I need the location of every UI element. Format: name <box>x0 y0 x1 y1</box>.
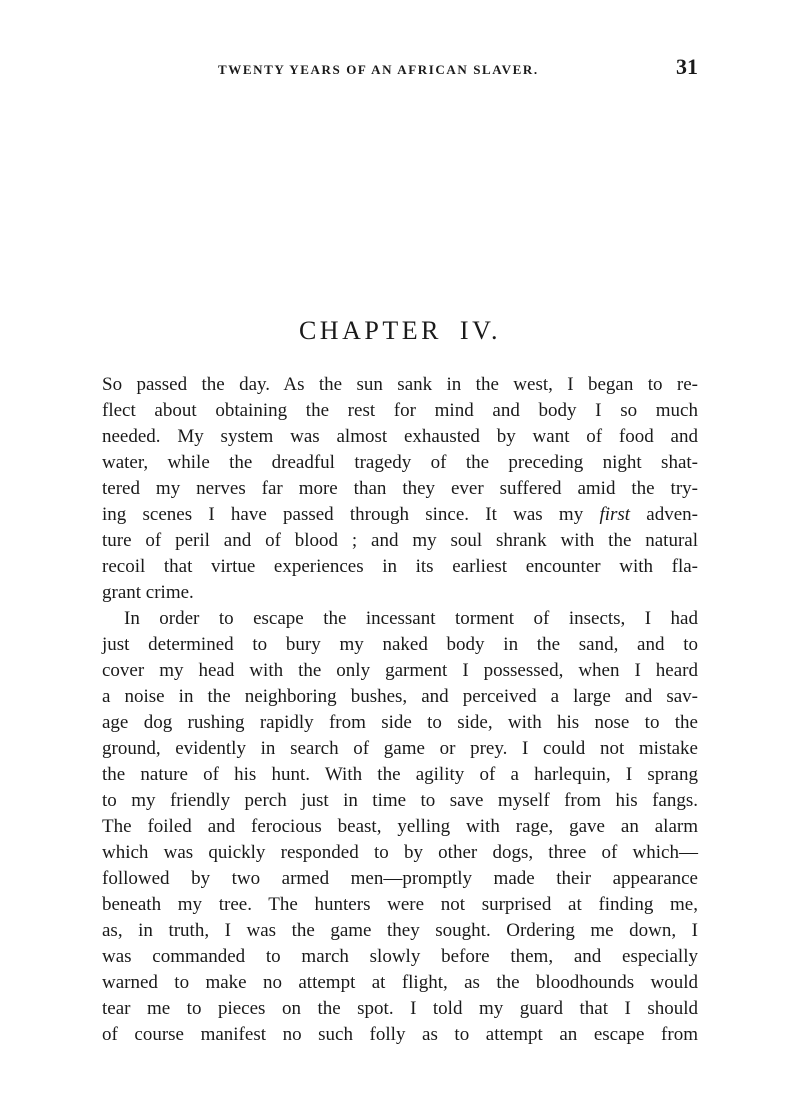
text-line: recoil that virtue experiences in its earliest encounter with fla- <box>102 556 698 577</box>
text-line: needed. My system was almost exhausted by want of food and <box>102 426 698 447</box>
text-line: tear me to pieces on the spot. I told my guard that I should <box>102 998 698 1019</box>
text-line: water, while the dreadful tragedy of the preceding night shat- <box>102 452 698 473</box>
text-line: to my friendly perch just in time to save myself from his fangs. <box>102 790 698 811</box>
text-line: was commanded to march slowly before them, and especially <box>102 946 698 967</box>
body-text <box>102 372 698 1048</box>
text-line: the nature of his hunt. With the agility of a harlequin, I sprang <box>102 764 698 785</box>
page-number: 31 <box>676 54 698 79</box>
text-line: ground, evidently in search of game or prey. I could not mistake <box>102 738 698 759</box>
text-line: beneath my tree. The hunters were not surprised at finding me, <box>102 894 698 915</box>
text-line: followed by two armed men—promptly made their appearance <box>102 868 698 889</box>
text-line <box>102 502 698 528</box>
chapter-heading: CHAPTER IV. <box>298 316 502 345</box>
text-segment: ing scenes I have passed through since. It was my <box>102 504 600 525</box>
text-line: warned to make no attempt at flight, as the bloodhounds would <box>102 972 698 993</box>
running-head <box>100 56 700 80</box>
text-line: just determined to bury my naked body in the sand, and to <box>102 634 698 655</box>
text-line: flect about obtaining the rest for mind and body I so much <box>102 400 698 421</box>
paragraph <box>102 372 698 606</box>
paragraph <box>102 606 698 1048</box>
text-line: age dog rushing rapidly from side to side, with his nose to the <box>102 712 698 733</box>
emphasis-text: first <box>599 504 631 525</box>
text-line: which was quickly responded to by other dogs, three of which— <box>102 842 698 863</box>
text-line: grant crime. <box>102 582 194 603</box>
text-segment: adven- <box>630 504 698 525</box>
text-line: tered my nerves far more than they ever suffered amid the try- <box>102 478 698 499</box>
text-line: So passed the day. As the sun sank in the west, I began to re- <box>102 374 698 395</box>
text-line: ture of peril and of blood ; and my soul shrank with the natural <box>102 530 698 551</box>
text-line: as, in truth, I was the game they sought. Ordering me down, I <box>102 920 698 941</box>
text-line: a noise in the neighboring bushes, and perceived a large and sav- <box>102 686 698 707</box>
running-title: TWENTY YEARS OF AN AFRICAN SLAVER. <box>218 62 539 77</box>
text-line: cover my head with the only garment I possessed, when I heard <box>102 660 698 681</box>
text-line: of course manifest no such folly as to attempt an escape from <box>102 1024 698 1045</box>
text-line: The foiled and ferocious beast, yelling with rage, gave an alarm <box>102 816 698 837</box>
text-line: In order to escape the incessant torment of insects, I had <box>124 608 698 629</box>
